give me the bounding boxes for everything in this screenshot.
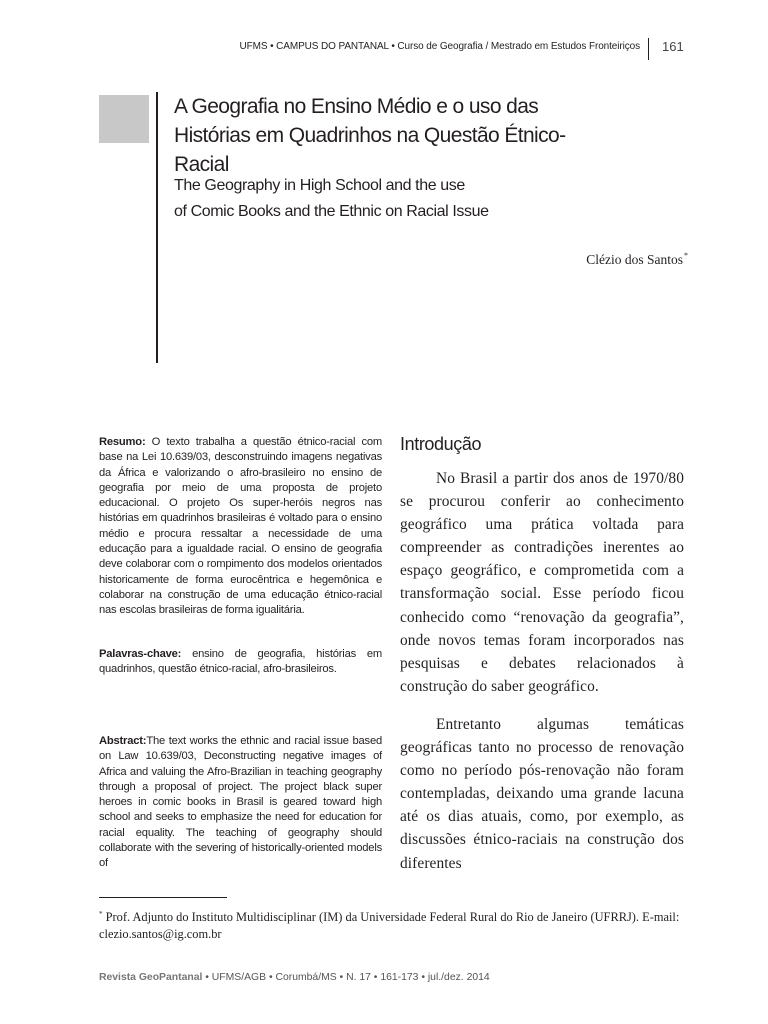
article-title-pt bbox=[174, 92, 614, 179]
author bbox=[586, 251, 688, 268]
intro-paragraph-1 bbox=[400, 467, 684, 698]
intro-paragraph-1-text: No Brasil a partir dos anos de 1970/80 se procurou conferir ao conhecimento geográfico uma prática voltada para compreender as contradições inerentes ao espaço geográfico, e comprometida com a transformação social. Esse período ficou conhecido como “renovação da geografia”, onde novos temas foram incorporados nas pesquisas e debates relacionados à construção do saber geográfico. bbox=[400, 470, 684, 695]
resumo-label: Resumo: bbox=[99, 436, 146, 448]
footnote-text: Prof. Adjunto do Instituto Multidisciplinar (IM) da Universidade Federal Rural do Rio de Janeiro (UFRRJ). E-mail: clezio.santos@ig.com.br bbox=[99, 910, 680, 941]
footer-details: • UFMS/AGB • Corumbá/MS • N. 17 • 161-173 • jul./dez. 2014 bbox=[202, 972, 490, 983]
abstract-text: The text works the ethnic and racial issue based on Law 10.639/03, Deconstructing negative images of Africa and valuing the Afro-Brazilian in teaching geography through a proposal of project. The project black super heroes in comic books in Brasil is geared toward high school and seeks to emphasize the need for education for racial equality. The teaching of geography should collaborate with the severing of historically-oriented models of bbox=[99, 735, 382, 870]
footnote bbox=[99, 906, 689, 943]
title-decoration-square bbox=[99, 95, 149, 143]
author-footnote-mark: * bbox=[684, 251, 688, 260]
footer-journal-name: Revista GeoPantanal bbox=[99, 972, 203, 983]
section-heading-introducao: Introdução bbox=[400, 434, 482, 454]
intro-paragraph-2-text: Entretanto algumas temáticas geográficas tanto no processo de renovação como no período pós-renovação não foram contempladas, deixando uma grande lacuna até os dias atuais, como, por exemplo, as discussões étnico-raciais na construção dos diferentes bbox=[400, 716, 684, 872]
intro-paragraph-2 bbox=[400, 713, 684, 873]
title-en-line-1: The Geography in High School and the use bbox=[174, 177, 465, 194]
article-title-en bbox=[174, 173, 614, 225]
keywords-text: ensino de geografia, histórias em quadrinhos, questão étnico-racial, afro-brasileiros. bbox=[99, 648, 382, 676]
header-divider bbox=[648, 38, 649, 60]
author-name: Clézio dos Santos bbox=[586, 252, 683, 267]
title-pt-line-1: A Geografia no Ensino Médio e o uso das bbox=[174, 95, 539, 118]
resumo-text: O texto trabalha a questão étnico-racial com base na Lei 10.639/03, desconstruindo imagens negativas da África e valorizando o afro-brasileiro no ensino de geografia por meio de uma proposta de projeto educacional. O projeto Os super-heróis negros nas histórias em quadrinhos brasileiras é voltado para o ensino médio e procura ressaltar a necessidade de uma educação para a igualdade racial. O ensino de geografia deve colaborar com o rompimento dos modelos orientados historicamente de forma eurocêntrica e hegemônica e colaborar na construção de uma educação étnico-racial nas escolas brasileiras de forma igualitária. bbox=[99, 436, 382, 617]
footnote-mark: * bbox=[99, 910, 103, 918]
keywords-label: Palavras-chave: bbox=[99, 648, 182, 660]
keywords-block bbox=[99, 647, 382, 678]
header-text: UFMS • CAMPUS DO PANTANAL • Curso de Geografia / Mestrado em Estudos Fronteiriços bbox=[239, 41, 640, 52]
resumo-block bbox=[99, 435, 382, 619]
title-pt-line-2: Histórias em Quadrinhos na Questão Étnico-Racial bbox=[174, 124, 566, 176]
page-number: 161 bbox=[662, 39, 684, 54]
running-footer bbox=[99, 972, 490, 983]
title-vertical-rule bbox=[156, 92, 158, 363]
running-header bbox=[0, 38, 768, 62]
abstract-block bbox=[99, 734, 382, 874]
footnote-divider bbox=[99, 897, 227, 898]
title-en-line-2: of Comic Books and the Ethnic on Racial Issue bbox=[174, 203, 489, 220]
abstract-label: Abstract: bbox=[99, 735, 147, 747]
